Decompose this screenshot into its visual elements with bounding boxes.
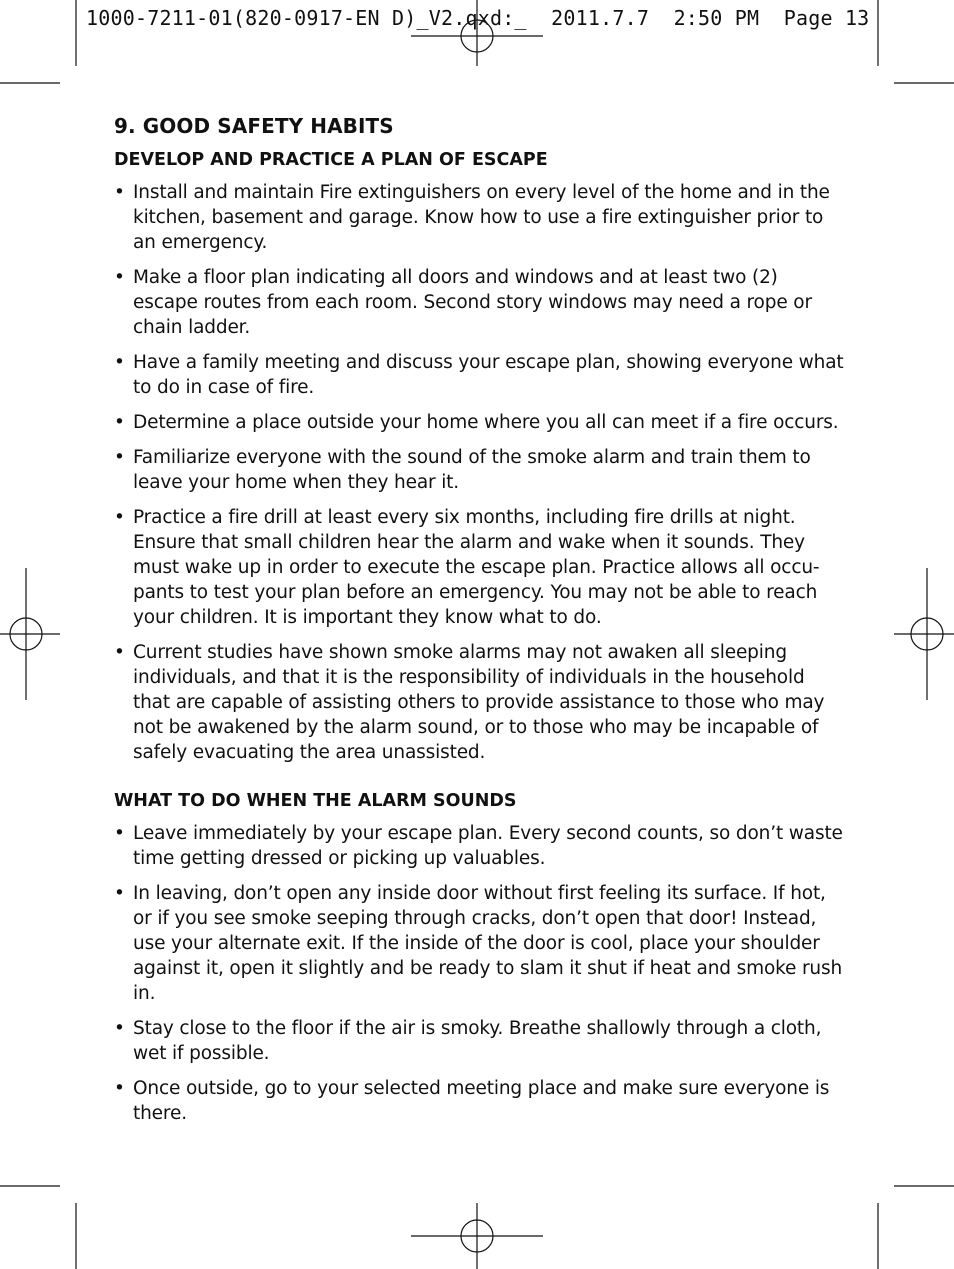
- escape-plan-list: [114, 180, 844, 765]
- alarm-sounds-list: [114, 821, 844, 1126]
- list-item: • Have a family meeting and discuss your escape plan, showing everyone what to do in case of fire.: [114, 350, 844, 400]
- list-item: • Familiarize everyone with the sound of the smoke alarm and train them to leave your home when they hear it.: [114, 445, 844, 495]
- list-item: • Leave immediately by your escape plan. Every second counts, so don’t waste time getting dressed or picking up valuables.: [114, 821, 844, 871]
- escape-plan-heading: DEVELOP AND PRACTICE A PLAN OF ESCAPE: [114, 150, 548, 170]
- list-item: • Once outside, go to your selected meeting place and make sure everyone is there.: [114, 1076, 844, 1126]
- list-item: • Current studies have shown smoke alarms may not awaken all sleeping individuals, and that it is the responsibility of individuals in the household that are capable of assisting others to provide assistance to those who may not be awakened by the alarm sound, or to those who may be incapable of safely evacuating the area unassisted.: [114, 640, 844, 765]
- alarm-sounds-heading: WHAT TO DO WHEN THE ALARM SOUNDS: [114, 791, 517, 811]
- section-title: 9. GOOD SAFETY HABITS: [114, 114, 394, 138]
- list-item: • Install and maintain Fire extinguishers on every level of the home and in the kitchen, basement and garage. Know how to use a fire extinguisher prior to an emergency.: [114, 180, 844, 255]
- list-item: • Stay close to the floor if the air is smoky. Breathe shallowly through a cloth, wet if possible.: [114, 1016, 844, 1066]
- list-item: • Practice a fire drill at least every six months, including fire drills at night. Ensure that small children hear the alarm and wake when it sounds. They must wake up in order to execute the escape plan. Practice allows all occu-pants to test your plan before an emergency. You may not be able to reach your children. It is important they know what to do.: [114, 505, 844, 630]
- list-item: • In leaving, don’t open any inside door without first feeling its surface. If hot, or if you see smoke seeping through cracks, don’t open that door! Instead, use your alternate exit. If the inside of the door is cool, place your shoulder against it, open it slightly and be ready to slam it shut if heat and smoke rush in.: [114, 881, 844, 1006]
- list-item: • Make a floor plan indicating all doors and windows and at least two (2) escape routes from each room. Second story windows may need a rope or chain ladder.: [114, 265, 844, 340]
- list-item: • Determine a place outside your home where you all can meet if a fire occurs.: [114, 410, 844, 435]
- page-content: [114, 114, 844, 1136]
- print-slug-line: 1000-7211-01(820-0917-EN D)_V2.qxd:_ 2011.7.7 2:50 PM Page 13: [86, 6, 870, 30]
